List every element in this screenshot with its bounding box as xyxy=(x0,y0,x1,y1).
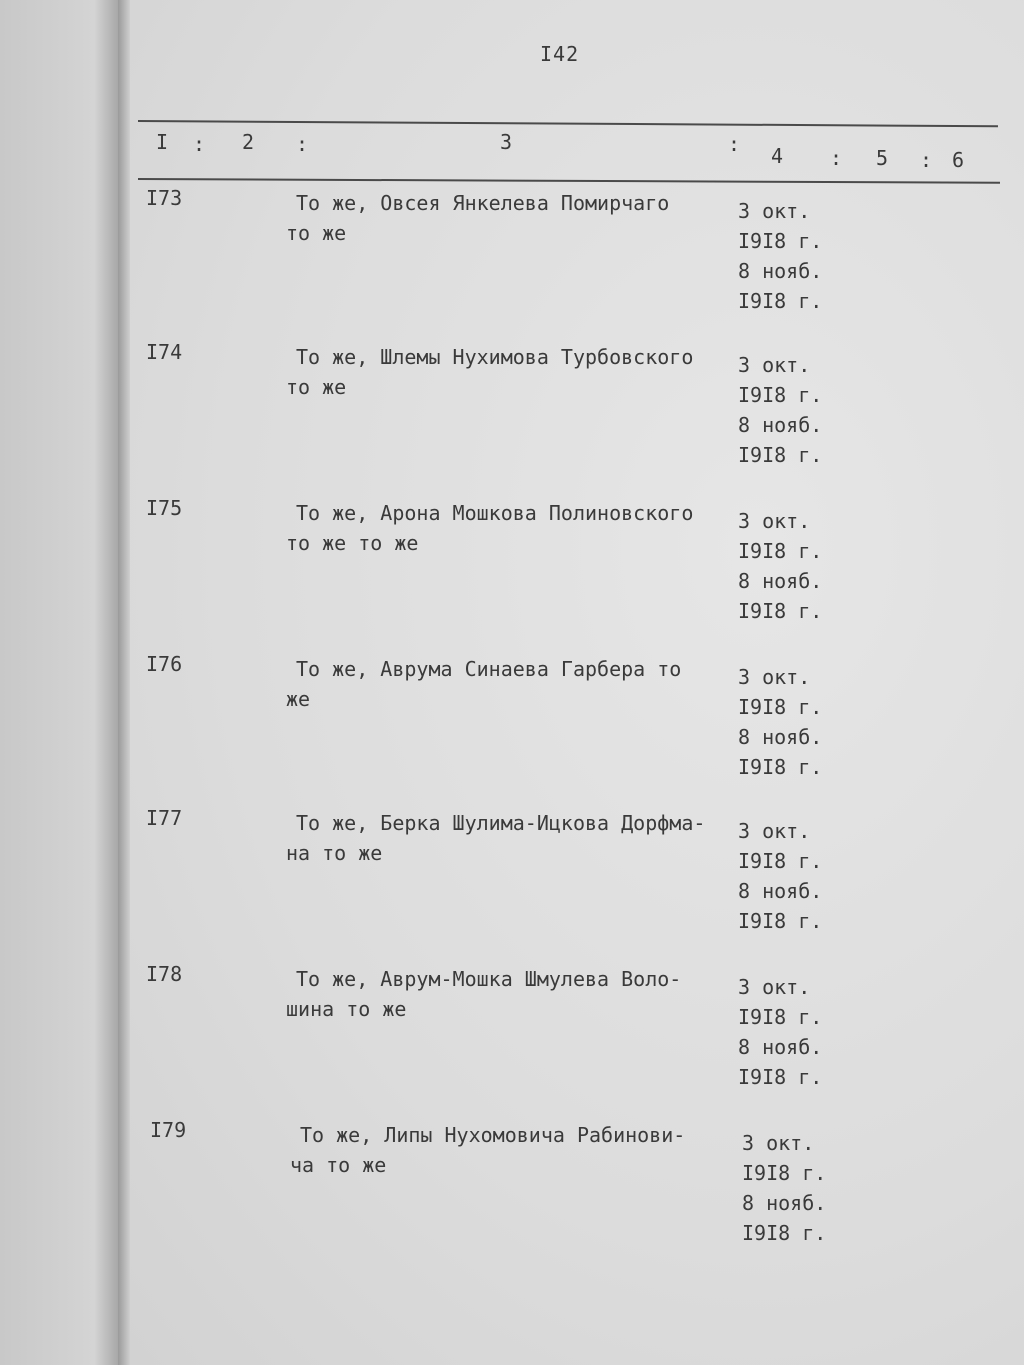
entry-text-line: 3 окт. xyxy=(738,353,811,377)
entry-text-line: 3 окт. xyxy=(738,665,811,689)
column-separator: : xyxy=(193,132,206,156)
entry-text-line: То же, Липы Нухомовича Рабинови- xyxy=(300,1123,686,1147)
entry-text-line: То же, Овсея Янкелева Помирчаго xyxy=(296,191,670,215)
entry-text-line: I9I8 г. xyxy=(738,599,823,623)
entry-text-line: же xyxy=(286,687,311,711)
entry-description xyxy=(286,808,706,868)
entry-number: I78 xyxy=(146,962,183,986)
entry-text-line: I9I8 г. xyxy=(738,1065,823,1089)
entry-dates xyxy=(738,816,822,936)
entry-text-line: шина то же xyxy=(286,997,407,1021)
entry-text-line: 3 окт. xyxy=(738,199,811,223)
entry-description xyxy=(286,964,682,1024)
entry-text-line: 8 нояб. xyxy=(742,1191,827,1215)
entry-text-line: то же xyxy=(286,375,347,399)
entry-text-line: То же, Арона Мошкова Полиновского xyxy=(296,501,694,525)
entry-text-line: I9I8 г. xyxy=(738,443,823,467)
entry-number: I74 xyxy=(146,340,183,364)
entry-dates xyxy=(738,972,822,1092)
entry-text-line: I9I8 г. xyxy=(738,755,823,779)
entry-number: I75 xyxy=(146,496,183,520)
entry-text-line: 3 окт. xyxy=(738,819,811,843)
column-2-heading: 2 xyxy=(242,130,255,154)
column-separator: : xyxy=(728,132,741,156)
entry-text-line: 8 нояб. xyxy=(738,725,823,749)
entry-text-line: 3 окт. xyxy=(738,975,811,999)
entry-description xyxy=(286,498,694,558)
entry-text-line: 8 нояб. xyxy=(738,569,823,593)
entry-number: I77 xyxy=(146,806,183,830)
entry-dates xyxy=(738,350,822,470)
entry-text-line: 3 окт. xyxy=(738,509,811,533)
entry-text-line: То же, Берка Шулима-Ицкова Дорфма- xyxy=(296,811,706,835)
column-1-heading: I xyxy=(156,130,169,154)
entry-text-line: 8 нояб. xyxy=(738,1035,823,1059)
entry-text-line: I9I8 г. xyxy=(738,383,823,407)
entry-description xyxy=(286,342,694,402)
entry-text-line: I9I8 г. xyxy=(738,909,823,933)
page-number: I42 xyxy=(540,42,580,66)
column-6-heading: 6 xyxy=(952,148,965,172)
column-separator: : xyxy=(296,132,309,156)
entry-description xyxy=(290,1120,686,1180)
entry-text-line: 3 окт. xyxy=(742,1131,815,1155)
entry-text-line: I9I8 г. xyxy=(738,539,823,563)
entry-dates xyxy=(738,196,822,316)
column-separator: : xyxy=(920,148,933,172)
column-4-heading: 4 xyxy=(771,144,784,168)
entry-dates xyxy=(742,1128,826,1248)
entry-dates xyxy=(738,662,822,782)
column-separator: : xyxy=(830,146,843,170)
entry-text-line: на то же xyxy=(286,841,383,865)
entry-text-line: 8 нояб. xyxy=(738,413,823,437)
entry-text-line: I9I8 г. xyxy=(738,695,823,719)
entry-description xyxy=(286,654,682,714)
entry-text-line: То же, Шлемы Нухимова Турбовского xyxy=(296,345,694,369)
entry-text-line: I9I8 г. xyxy=(738,1005,823,1029)
entry-number: I73 xyxy=(146,186,183,210)
facing-page xyxy=(0,0,118,1365)
entry-number: I76 xyxy=(146,652,183,676)
entry-text-line: то же xyxy=(286,221,347,245)
column-3-heading: 3 xyxy=(500,130,513,154)
entry-text-line: I9I8 г. xyxy=(738,289,823,313)
entry-text-line: то же то же xyxy=(286,531,419,555)
column-5-heading: 5 xyxy=(876,146,889,170)
entry-text-line: I9I8 г. xyxy=(742,1161,827,1185)
entry-text-line: I9I8 г. xyxy=(742,1221,827,1245)
entry-text-line: 8 нояб. xyxy=(738,879,823,903)
entry-text-line: ча то же xyxy=(290,1153,387,1177)
entry-dates xyxy=(738,506,822,626)
entry-text-line: То же, Аврум-Мошка Шмулева Воло- xyxy=(296,967,682,991)
entry-text-line: I9I8 г. xyxy=(738,229,823,253)
entry-text-line: 8 нояб. xyxy=(738,259,823,283)
entry-text-line: То же, Аврума Синаева Гарбера то xyxy=(296,657,682,681)
entry-description xyxy=(286,188,670,248)
entry-number: I79 xyxy=(150,1118,187,1142)
entry-text-line: I9I8 г. xyxy=(738,849,823,873)
